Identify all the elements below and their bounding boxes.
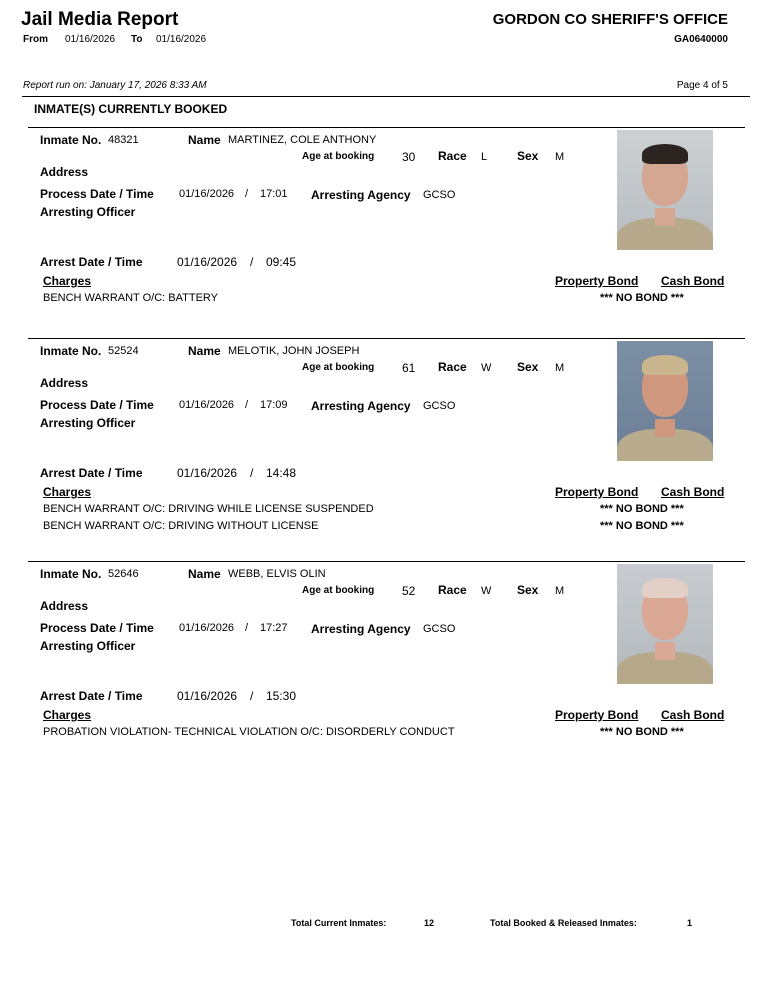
inmate-no-label: Inmate No. (40, 567, 102, 581)
total-current-label: Total Current Inmates: (291, 918, 387, 928)
from-date: 01/16/2026 (65, 34, 116, 45)
inmate-no: 48321 (108, 134, 139, 146)
arrest-date: 01/16/2026 (177, 255, 238, 269)
arresting-agency-label: Arresting Agency (311, 622, 411, 636)
process-time: 17:01 (260, 188, 288, 200)
arresting-agency: GCSO (423, 400, 456, 412)
charge-item: PROBATION VIOLATION- TECHNICAL VIOLATION O/C: DISORDERLY CONDUCT (43, 726, 455, 738)
report-title: Jail Media Report (21, 9, 179, 30)
cash-bond-label: Cash Bond (661, 274, 725, 288)
process-time: 17:09 (260, 399, 288, 411)
bond-status: *** NO BOND *** (600, 726, 684, 738)
inmate-photo (617, 341, 713, 461)
arrest-time: 14:48 (266, 466, 297, 480)
sex-label: Sex (517, 149, 539, 163)
sex-value: M (555, 151, 565, 163)
page-number: Page 4 of 5 (676, 80, 728, 91)
process-date: 01/16/2026 (179, 188, 235, 200)
age-value: 52 (402, 584, 416, 598)
name-label: Name (188, 133, 221, 147)
inmate-name: MARTINEZ, COLE ANTHONY (228, 134, 377, 146)
name-label: Name (188, 344, 221, 358)
arresting-officer-label: Arresting Officer (40, 639, 136, 653)
age-label: Age at booking (302, 362, 375, 373)
property-bond-label: Property Bond (555, 274, 639, 288)
bond-status: *** NO BOND *** (600, 292, 684, 304)
arresting-agency: GCSO (423, 189, 456, 201)
sex-value: M (555, 362, 565, 374)
process-time: 17:27 (260, 622, 288, 634)
inmate-no-label: Inmate No. (40, 344, 102, 358)
bond-status: *** NO BOND *** (600, 503, 684, 515)
address-label: Address (40, 599, 89, 613)
total-booked-released-label: Total Booked & Released Inmates: (490, 918, 637, 928)
arrest-date-label: Arrest Date / Time (40, 689, 143, 703)
race-label: Race (438, 360, 467, 374)
property-bond-label: Property Bond (555, 485, 639, 499)
section-title: INMATE(S) CURRENTLY BOOKED (34, 102, 228, 116)
cash-bond-label: Cash Bond (661, 708, 725, 722)
to-date: 01/16/2026 (156, 34, 207, 45)
race-value: W (481, 585, 492, 597)
inmate-name: MELOTIK, JOHN JOSEPH (228, 345, 360, 357)
arrest-date: 01/16/2026 (177, 689, 238, 703)
address-label: Address (40, 165, 89, 179)
to-label: To (131, 34, 143, 45)
race-label: Race (438, 583, 467, 597)
arresting-agency-label: Arresting Agency (311, 188, 411, 202)
inmate-no: 52524 (108, 345, 139, 357)
process-date-label: Process Date / Time (40, 187, 154, 201)
property-bond-label: Property Bond (555, 708, 639, 722)
address-label: Address (40, 376, 89, 390)
race-value: W (481, 362, 492, 374)
age-label: Age at booking (302, 151, 375, 162)
process-slash: / (245, 188, 249, 200)
arrest-slash: / (250, 466, 254, 480)
header-divider (22, 96, 750, 97)
process-date: 01/16/2026 (179, 399, 235, 411)
process-date-label: Process Date / Time (40, 398, 154, 412)
process-date-label: Process Date / Time (40, 621, 154, 635)
arrest-date-label: Arrest Date / Time (40, 255, 143, 269)
inmate-name: WEBB, ELVIS OLIN (228, 568, 326, 580)
sex-label: Sex (517, 360, 539, 374)
arrest-date: 01/16/2026 (177, 466, 238, 480)
arresting-agency: GCSO (423, 623, 456, 635)
arrest-slash: / (250, 689, 254, 703)
from-label: From (23, 34, 48, 45)
bond-status: *** NO BOND *** (600, 520, 684, 532)
inmate-no-label: Inmate No. (40, 133, 102, 147)
charge-item: BENCH WARRANT O/C: DRIVING WHILE LICENSE SUSPENDED (43, 503, 374, 515)
sex-value: M (555, 585, 565, 597)
charges-label: Charges (43, 274, 92, 288)
arresting-officer-label: Arresting Officer (40, 416, 136, 430)
sex-label: Sex (517, 583, 539, 597)
total-current-value: 12 (424, 918, 435, 928)
inmate-no: 52646 (108, 568, 139, 580)
inmate-photo (617, 130, 713, 250)
agency-name: GORDON CO SHERIFF'S OFFICE (492, 11, 728, 28)
inmate-photo (617, 564, 713, 684)
total-booked-released-value: 1 (687, 918, 693, 928)
charges-label: Charges (43, 708, 92, 722)
age-label: Age at booking (302, 585, 375, 596)
age-value: 61 (402, 361, 416, 375)
race-value: L (481, 151, 488, 163)
arrest-date-label: Arrest Date / Time (40, 466, 143, 480)
inmate-divider (28, 338, 745, 339)
arrest-time: 15:30 (266, 689, 297, 703)
arresting-agency-label: Arresting Agency (311, 399, 411, 413)
charge-item: BENCH WARRANT O/C: BATTERY (43, 292, 219, 304)
age-value: 30 (402, 150, 416, 164)
arrest-slash: / (250, 255, 254, 269)
process-slash: / (245, 399, 249, 411)
arresting-officer-label: Arresting Officer (40, 205, 136, 219)
name-label: Name (188, 567, 221, 581)
inmate-divider (28, 127, 745, 128)
race-label: Race (438, 149, 467, 163)
charge-item: BENCH WARRANT O/C: DRIVING WITHOUT LICENSE (43, 520, 319, 532)
inmate-divider (28, 561, 745, 562)
process-date: 01/16/2026 (179, 622, 235, 634)
process-slash: / (245, 622, 249, 634)
report-run-date: Report run on: January 17, 2026 8:33 AM (23, 80, 207, 91)
arrest-time: 09:45 (266, 255, 297, 269)
cash-bond-label: Cash Bond (661, 485, 725, 499)
charges-label: Charges (43, 485, 92, 499)
agency-code: GA0640000 (674, 34, 728, 45)
